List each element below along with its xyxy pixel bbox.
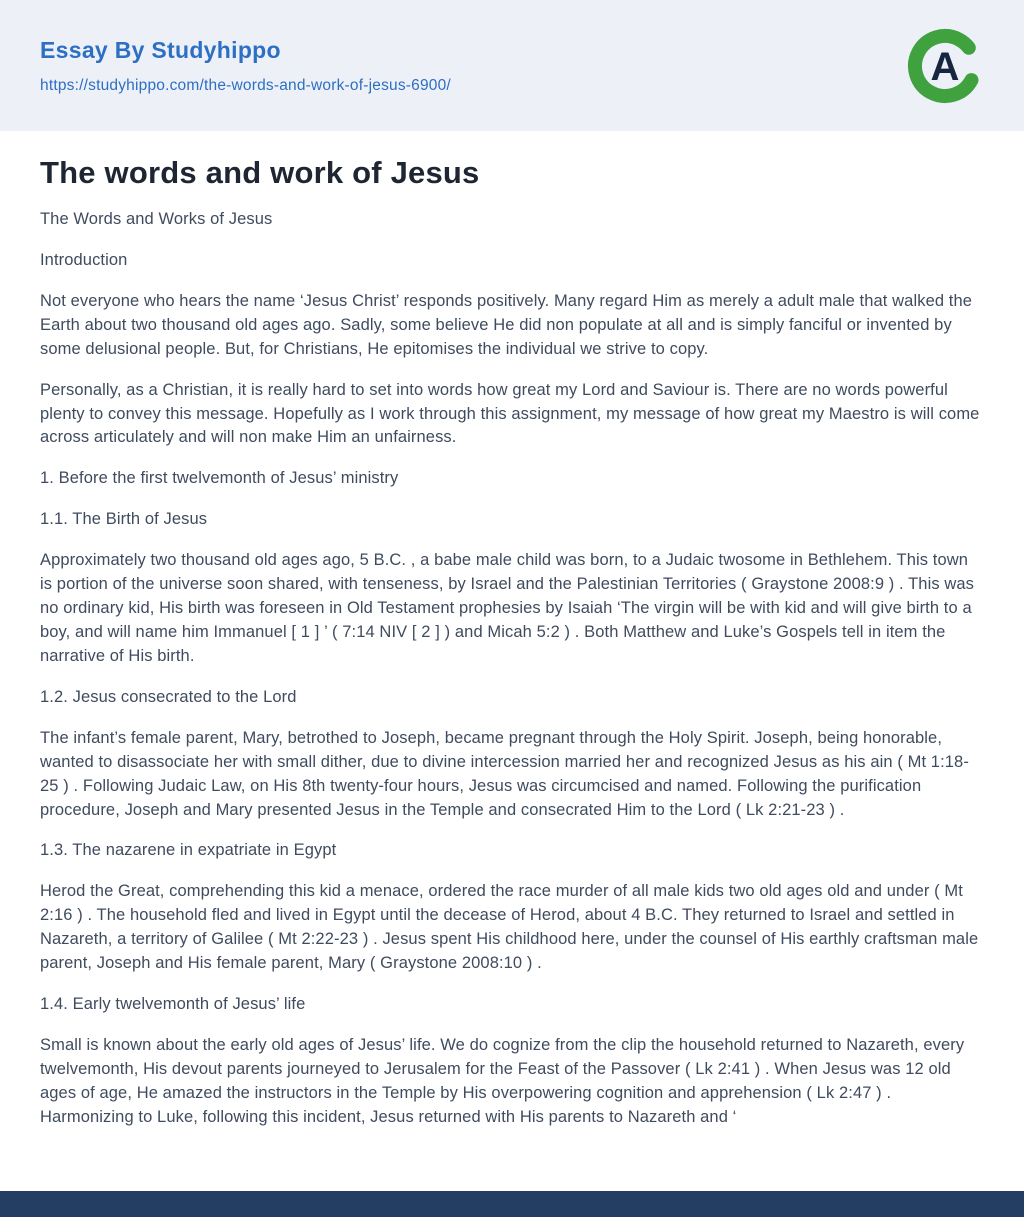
studyhippo-logo-icon (906, 27, 984, 105)
footer-bar (0, 1191, 1024, 1217)
paragraph: 1.4. Early twelvemonth of Jesus’ life (40, 995, 306, 1014)
paragraph: Approximately two thousand old ages ago, 5 B.C. , a babe male child was born, to a Judaic twosome in Bethlehem. This town is portion of the universe soon shared, with tenseness, by Israel and the Palestinian Territories ( Graystone 2008:9 ) . This was no ordinary kid, His birth was foreseen in Old Testament prophesies by Isaiah ‘The virgin will be with kid and will give birth to a boy, and will name him Immanuel [ 1 ] ’ ( 7:14 NIV [ 2 ] ) and Micah 5:2 ) . Both Matthew and Luke’s Gospels tell in item the narrative of His birth. (40, 551, 975, 665)
paragraph: Personally, as a Christian, it is really hard to set into words how great my Lord and Saviour is. There are no words powerful plenty to convey this message. Hopefully as I work through this assignment, my message of how great my Maestro is will come across articulately and will non make Him an unfairness. (40, 380, 980, 447)
paragraph: The infant’s female parent, Mary, betrothed to Joseph, became pregnant through the Holy Spirit. Joseph, being honorable, wanted to disassociate her with small dither, due to divine intercession married her and recognized Jesus as his ain ( Mt 1:18-25 ) . Following Judaic Law, on His 8th twenty-four hours, Jesus was circumcised and named. Following the purification procedure, Joseph and Mary presented Jesus in the Temple and consecrated Him to the Lord ( Lk 2:21-23 ) . (40, 728, 969, 819)
paragraph: Small is known about the early old ages of Jesus’ life. We do cognize from the clip the household returned to Nazareth, every twelvemonth, His devout parents journeyed to Jerusalem for the Feast of the Passover ( Lk 2:41 ) . When Jesus was 12 old ages of age, He amazed the instructors in the Temple by His overpowering cognition and apprehension ( Lk 2:47 ) . Harmonizing to Luke, following this incident, Jesus returned with His parents to Nazareth and ‘ (40, 1035, 965, 1126)
paragraph: 1.1. The Birth of Jesus (40, 510, 208, 529)
article (0, 131, 1024, 1191)
paragraph: Not everyone who hears the name ‘Jesus Christ’ responds positively. Many regard Him as merely a adult male that walked the Earth about two thousand old ages ago. Sadly, some believe He did non populate at all and is simply fanciful or invented by some delusional people. But, for Christians, He epitomises the individual we strive to copy. (40, 291, 973, 358)
source-url-link[interactable]: https://studyhippo.com/the-words-and-work-of-jesus-6900/ (40, 76, 451, 94)
article-title: The words and work of Jesus (40, 155, 480, 190)
paragraph: 1.2. Jesus consecrated to the Lord (40, 687, 297, 706)
paragraph: Introduction (40, 250, 128, 269)
paragraph: 1. Before the first twelvemonth of Jesus’ ministry (40, 469, 399, 488)
header-text-block (40, 37, 451, 95)
logo-letter: A (930, 44, 960, 89)
paragraph: 1.3. The nazarene in expatriate in Egypt (40, 841, 337, 860)
brand-title: Essay By Studyhippo (40, 36, 281, 63)
paragraph: The Words and Works of Jesus (40, 210, 273, 228)
paragraph: Herod the Great, comprehending this kid a menace, ordered the race murder of all male kids two old ages old and under ( Mt 2:16 ) . The household fled and lived in Egypt until the decease of Herod, about 4 B.C. They returned to Israel and settled in Nazareth, a territory of Galilee ( Mt 2:22-23 ) . Jesus spent His childhood here, under the counsel of His earthly craftsman male parent, Joseph and His female parent, Mary ( Graystone 2008:10 ) . (40, 882, 979, 973)
studyhippo-logo (906, 27, 984, 105)
header (0, 0, 1024, 131)
article-body (40, 208, 984, 1130)
